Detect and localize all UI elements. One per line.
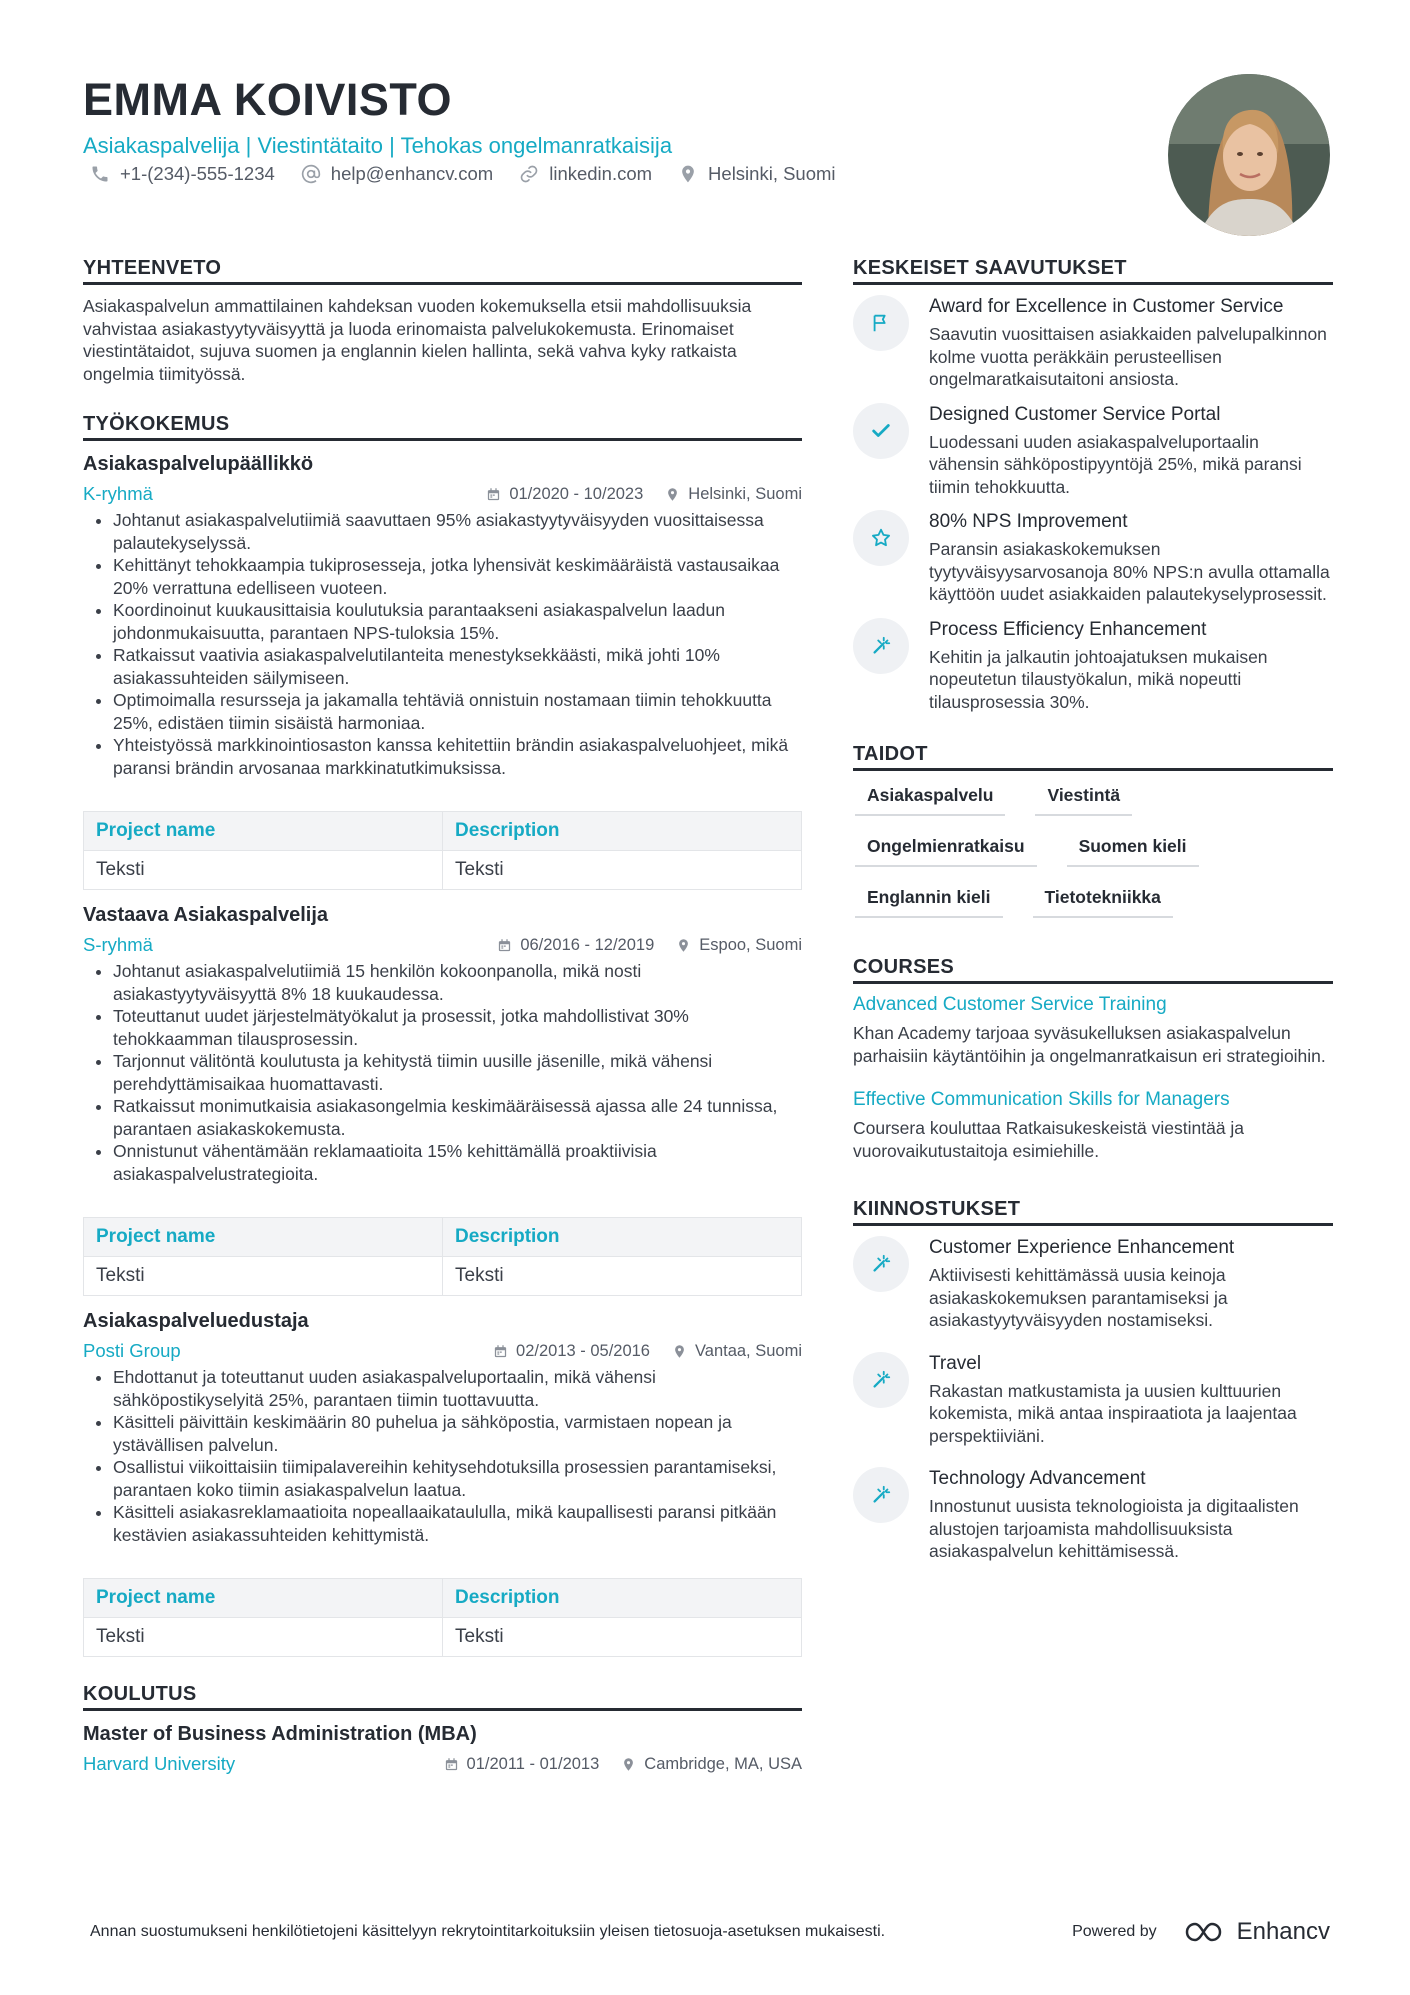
enhancv-logo-text: Enhancv (1236, 1918, 1330, 1945)
enhancv-logo[interactable] (1183, 1918, 1330, 1946)
job-role: Asiakaspalvelupäällikkö (83, 453, 314, 475)
achievement-body (929, 510, 1333, 606)
interest-title: Travel (929, 1352, 982, 1374)
location-icon (665, 487, 680, 502)
course-title: Advanced Customer Service Training (853, 994, 1167, 1015)
project-description-header: Description (443, 1579, 802, 1618)
interest-desc: Aktiivisesti kehittämässä uusia keinoja asiakaskokemuksen parantamiseksi ja asiakastyytyväisyyden nostamiseksi. (929, 1265, 1228, 1330)
project-name-cell: Teksti (84, 851, 443, 890)
achievement-title: Award for Excellence in Customer Service (929, 296, 1284, 317)
job-entry (83, 1308, 802, 1657)
magic-wand-icon (853, 618, 909, 674)
education-dates (444, 1755, 600, 1774)
job-role: Vastaava Asiakaspalvelija (83, 904, 328, 926)
job-role: Asiakaspalveluedustaja (83, 1310, 309, 1332)
job-meta-right (486, 485, 802, 504)
project-table (83, 811, 802, 890)
achievement-item (853, 295, 1333, 391)
education-meta-right (444, 1755, 802, 1774)
project-table-header (84, 1579, 802, 1618)
education-heading: KOULUTUS (83, 1683, 802, 1711)
contact-linkedin[interactable] (519, 163, 652, 185)
calendar-icon (486, 487, 501, 502)
interest-item (853, 1236, 1333, 1332)
job-meta-right (497, 936, 802, 955)
interest-desc: Innostunut uusista teknologioista ja digitaalisten alustojen tarjoamista mahdollisuuksista asiakaspalvelun kehittämisessä. (929, 1496, 1299, 1561)
project-name-header: Project name (84, 1218, 443, 1257)
job-location-text: Espoo, Suomi (699, 935, 802, 954)
achievement-item (853, 403, 1333, 499)
calendar-icon (444, 1757, 459, 1772)
job-dates (493, 1342, 650, 1361)
job-bullet: • Ratkaissut monimutkaisia asiakasongelmia keskimääräisessä ajassa alle 24 tunnissa, parantaen asiakaskokemusta. (113, 1095, 802, 1140)
job-dates-text: 02/2013 - 05/2016 (516, 1341, 650, 1360)
job-bullet: • Johtanut asiakaspalvelutiimiä 15 henkilön kokoonpanolla, mikä nosti asiakastyytyväisyyttä 8% 18 kuukaudessa. (113, 960, 802, 1005)
contact-location (678, 163, 836, 185)
job-company: K-ryhmä (83, 483, 153, 504)
project-name-cell: Teksti (84, 1618, 443, 1657)
location-icon (676, 938, 691, 953)
location-icon (621, 1757, 636, 1772)
contact-email[interactable] (301, 163, 493, 185)
job-meta (83, 934, 802, 956)
star-icon (853, 510, 909, 566)
job-dates (486, 485, 643, 504)
job-location (672, 1342, 802, 1361)
job-bullets (83, 960, 802, 1185)
job-dates-text: 01/2020 - 10/2023 (509, 484, 644, 503)
job-bullet: • Ratkaissut vaativia asiakaspalvelutilanteita menestyksekkäästi, mikä johti 10% asiakassuhteiden säilymiseen. (113, 644, 802, 689)
job-bullet: • Kehittänyt tehokkaampia tukiprosesseja, jotka lyhensivät keskimääräistä vastausaikaa 20% verrattuna edelliseen vuoteen. (113, 554, 802, 599)
job-bullets (83, 1366, 802, 1546)
job-bullet: • Onnistunut vähentämään reklamaatioita 15% kehittämällä proaktiivisia asiakaspalvelustrategioita. (113, 1140, 802, 1185)
interest-item (853, 1352, 1333, 1448)
footer (90, 1918, 1330, 1946)
link-icon (519, 164, 539, 184)
project-table (83, 1578, 802, 1657)
job-meta (83, 1340, 802, 1362)
project-description-cell: Teksti (443, 851, 802, 890)
job-bullet: • Käsitteli päivittäin keskimäärin 80 puhelua ja sähköpostia, varmistaen nopean ja ystävällisen palvelun. (113, 1411, 802, 1456)
contact-linkedin-text[interactable]: linkedin.com (549, 163, 653, 184)
job-bullet: • Toteuttanut uudet järjestelmätyökalut ja prosessit, jotka mahdollistivat 30% tehokkaamman tilausprosessin. (113, 1005, 802, 1050)
skill-tag: Viestintä (1035, 785, 1132, 816)
skill-tag: Tietotekniikka (1033, 887, 1173, 918)
job-bullet: • Yhteistyössä markkinointiosaston kanssa kehitettiin brändin asiakaspalveluohjeet, mikä paransi brändin arvosanaa markkinatutkimuksissa. (113, 734, 802, 779)
job-bullet: • Tarjonnut välitöntä koulutusta ja kehitystä tiimin uusille jäsenille, mikä vähensi perehdyttämisaikaa huomattavasti. (113, 1050, 802, 1095)
profile-photo (1168, 74, 1330, 236)
achievement-title: 80% NPS Improvement (929, 511, 1128, 532)
education-degree: Master of Business Administration (MBA) (83, 1723, 477, 1745)
interest-body (929, 1352, 1333, 1448)
achievement-title: Process Efficiency Enhancement (929, 618, 1207, 640)
project-name-header: Project name (84, 1579, 443, 1618)
project-description-header: Description (443, 1218, 802, 1257)
location-icon (678, 164, 698, 184)
interest-item (853, 1467, 1333, 1563)
experience-heading: TYÖKOKEMUS (83, 413, 802, 441)
job-bullet: • Osallistui viikoittaisiin tiimipalavereihin kehitysehdotuksilla prosessien parantamiseksi, parantaen koko tiimin asiakaspalvelun laatua. (113, 1456, 802, 1501)
achievement-body (929, 295, 1333, 391)
achievement-desc: Kehitin ja jalkautin johtoajatuksen mukaisen nopeutetun tilaustyökalun, mikä nopeutti tilausprosessia 30%. (929, 646, 1268, 712)
interest-title: Customer Experience Enhancement (929, 1237, 1235, 1258)
interest-body (929, 1467, 1333, 1563)
interests-heading: KIINNOSTUKSET (853, 1198, 1333, 1226)
job-location (676, 936, 802, 955)
achievement-desc: Saavutin vuosittaisen asiakkaiden palvelupalkinnon kolme vuotta peräkkäin perusteellisen ongelmaratkaisutaitoni ansiosta. (929, 324, 1327, 389)
calendar-icon (497, 938, 512, 953)
job-location-text: Helsinki, Suomi (688, 484, 802, 503)
job-bullet: • Koordinoinut kuukausittaisia koulutuksia parantaakseni asiakaspalvelun laadun johdonmukaisuutta, parantaen NPS-tuloksia 15%. (113, 599, 802, 644)
project-description-cell: Teksti (443, 1257, 802, 1296)
left-column (83, 257, 802, 1775)
achievement-body (929, 618, 1333, 714)
job-meta (83, 483, 802, 505)
project-description-cell: Teksti (443, 1618, 802, 1657)
contact-email-text[interactable]: help@enhancv.com (330, 163, 494, 184)
course-title: Effective Communication Skills for Managers (853, 1089, 1230, 1110)
job-company: Posti Group (83, 1340, 181, 1361)
course-item (853, 1089, 1333, 1162)
education-location-text: Cambridge, MA, USA (644, 1754, 802, 1773)
education-location (621, 1755, 802, 1774)
job-company: S-ryhmä (83, 934, 153, 955)
candidate-name: EMMA KOIVISTO (83, 74, 453, 125)
project-table-header (84, 1218, 802, 1257)
achievement-body (929, 403, 1333, 499)
contact-bar (90, 163, 836, 185)
table-row (84, 851, 802, 890)
job-bullet: • Optimoimalla resursseja ja jakamalla tehtäviä onnistuin nostamaan tiimin tehokkuutta 25%, edistäen tiimin sisäistä harmoniaa. (113, 689, 802, 734)
at-icon (301, 164, 321, 184)
achievement-title: Designed Customer Service Portal (929, 403, 1221, 425)
calendar-icon (493, 1344, 508, 1359)
job-location (665, 485, 802, 504)
job-entry (83, 451, 802, 890)
consent-text: Annan suostumukseni henkilötietojeni käsittelyyn rekrytointitarkoituksiin yleisen tietosuoja-asetuksen mukaisesti. (90, 1923, 886, 1940)
right-column (853, 257, 1333, 1563)
education-entry (83, 1721, 802, 1775)
job-dates (497, 936, 654, 955)
interest-body (929, 1236, 1333, 1332)
job-location-text: Vantaa, Suomi (694, 1341, 802, 1360)
job-dates-text: 06/2016 - 12/2019 (520, 935, 655, 954)
achievement-desc: Paransin asiakaskokemuksen tyytyväisyysarvosanoja 80% NPS:n avulla ottamalla käyttöön uudet asiakkaiden palautekyselyprosessit. (929, 539, 1330, 604)
flag-icon (853, 295, 909, 351)
summary-text: Asiakaspalvelun ammattilainen kahdeksan vuoden kokemuksella etsii mahdollisuuksia vahvistaa asiakastyytyväisyyttä ja luoda erinomaista palvelukokemusta. Erinomaiset viestintätaidot, sujuva suomen ja englannin kielen hallinta, sekä vahva kyky ratkaista ongelmia tiimityössä. (83, 296, 752, 384)
location-icon (672, 1344, 687, 1359)
magic-wand-icon (853, 1467, 909, 1523)
course-item (853, 994, 1333, 1067)
project-description-header: Description (443, 812, 802, 851)
phone-icon (90, 164, 110, 184)
job-bullets (83, 509, 802, 779)
skill-tag: Ongelmienratkaisu (855, 836, 1037, 867)
achievement-desc: Luodessani uuden asiakaspalveluportaalin vähensin sähköpostipyyntöjä 25%, mikä paransi tiimin tehokkuutta. (929, 431, 1302, 497)
education-dates-text: 01/2011 - 01/2013 (466, 1754, 600, 1773)
job-entry (83, 902, 802, 1296)
achievements-heading: KESKEISET SAAVUTUKSET (853, 257, 1333, 285)
contact-location-text: Helsinki, Suomi (708, 163, 836, 184)
summary-heading: YHTEENVETO (83, 257, 802, 285)
table-row (84, 1257, 802, 1296)
interest-title: Technology Advancement (929, 1468, 1146, 1489)
job-meta-right (493, 1342, 802, 1361)
achievement-item (853, 510, 1333, 606)
skill-tag: Suomen kieli (1067, 836, 1199, 867)
contact-phone-text: +1-(234)-555-1234 (120, 163, 275, 184)
course-desc: Coursera kouluttaa Ratkaisukeskeistä viestintää ja vuorovaikutustaitoja esimiehille. (853, 1118, 1245, 1161)
project-name-cell: Teksti (84, 1257, 443, 1296)
project-table (83, 1217, 802, 1296)
table-row (84, 1618, 802, 1657)
candidate-tagline: Asiakaspalvelija | Viestintätaito | Tehokas ongelmanratkaisija (83, 133, 673, 158)
powered-by[interactable] (1072, 1918, 1330, 1946)
check-icon (853, 403, 909, 459)
skills-list (853, 785, 1235, 918)
course-desc: Khan Academy tarjoaa syväsukelluksen asiakaspalvelun parhaisiin käytäntöihin ja ongelmanratkaisun eri strategioihin. (853, 1023, 1326, 1066)
powered-by-label: Powered by (1072, 1923, 1157, 1940)
magic-wand-icon (853, 1236, 909, 1292)
job-bullet: • Käsitteli asiakasreklamaatioita nopeallaaikataululla, mikä kaupallisesti paransi pitkään kestävien asiakassuhteiden kehittymistä. (113, 1501, 802, 1546)
courses-heading: COURSES (853, 956, 1333, 984)
job-bullet: • Johtanut asiakaspalvelutiimiä saavuttaen 95% asiakastyytyväisyyden vuosittaisessa palautekyselyssä. (113, 509, 802, 554)
education-meta (83, 1753, 802, 1775)
achievement-item (853, 618, 1333, 714)
job-bullet: • Ehdottanut ja toteuttanut uuden asiakaspalveluportaalin, mikä vähensi sähköpostikyselyitä 25%, parantaen tiimin tuottavuutta. (113, 1366, 802, 1411)
skills-heading: TAIDOT (853, 743, 1333, 771)
skill-tag: Englannin kieli (855, 887, 1003, 918)
enhancv-logo-icon (1183, 1920, 1229, 1944)
project-table-header (84, 812, 802, 851)
skill-tag: Asiakaspalvelu (855, 785, 1005, 816)
education-school: Harvard University (83, 1753, 236, 1774)
contact-phone (90, 163, 275, 185)
interest-desc: Rakastan matkustamista ja uusien kulttuurien kokemista, mikä antaa inspiraatiota ja laajentaa perspektiiviäni. (929, 1380, 1297, 1446)
project-name-header: Project name (84, 812, 443, 851)
magic-wand-icon (853, 1352, 909, 1408)
